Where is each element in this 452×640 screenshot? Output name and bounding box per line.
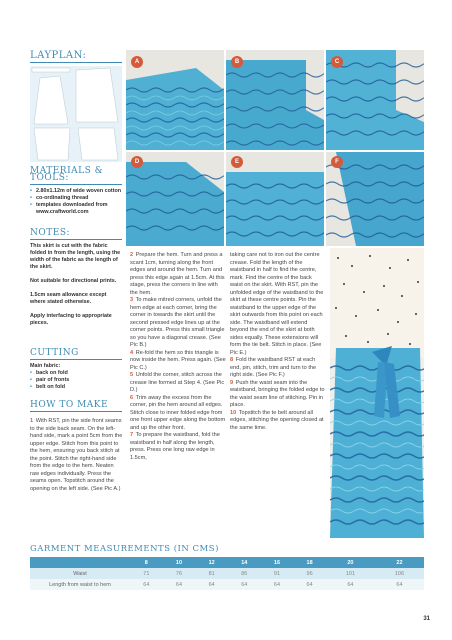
garment-measurements-title: GARMENT MEASUREMENTS (IN CMS) xyxy=(30,544,219,554)
photo-f xyxy=(326,152,424,246)
layplan-title: LAYPLAN: xyxy=(30,50,87,61)
list-item: • belt on fold xyxy=(30,384,122,391)
table-cell: 64 xyxy=(261,579,294,590)
step-number: 2 xyxy=(130,252,134,258)
photo-e xyxy=(226,152,324,246)
table-cell: 64 xyxy=(195,579,228,590)
photo-badge: A xyxy=(131,56,143,68)
table-cell: 76 xyxy=(163,568,196,579)
table-cell: 64 xyxy=(228,579,261,590)
notes-paragraph: Not suitable for directional prints. xyxy=(30,278,117,284)
how-to-section xyxy=(30,402,122,415)
model-photo xyxy=(330,248,424,538)
step-number: 1 xyxy=(30,418,34,424)
table-cell: 64 xyxy=(130,579,163,590)
table-cell: 86 xyxy=(228,568,261,579)
table-cell: 71 xyxy=(130,568,163,579)
notes-paragraph: This skirt is cut with the fabric folded in from the length, using the width of the fabric as the length of the skirt. xyxy=(30,243,121,270)
materials-list xyxy=(30,188,122,216)
cutting-title: CUTTING xyxy=(30,348,79,358)
step-number: 10 xyxy=(230,409,237,416)
photo-badge: D xyxy=(131,156,143,168)
table-header-row xyxy=(30,557,424,568)
table-cell: 64 xyxy=(326,579,375,590)
cutting-list xyxy=(30,370,122,391)
cutting-section xyxy=(30,350,122,391)
table-header-cell: 10 xyxy=(163,557,196,568)
step-number: 3 xyxy=(130,297,134,303)
measurements-table xyxy=(30,557,424,590)
step-text: Fold the waistband RST at each end, pin, stitch, trim and turn to the right side. (See Pic F.) xyxy=(230,357,317,378)
notes-paragraph: 1.5cm seam allowance except where stated otherwise. xyxy=(30,292,107,305)
materials-title: MATERIALS & TOOLS: xyxy=(30,166,104,183)
instructions-column-2 xyxy=(130,252,226,462)
instruction-step xyxy=(230,252,326,357)
notes-section xyxy=(30,230,122,327)
step-text: Push the waist seam into the waistband, bringing the folded edge to the waist seam line of stitching. Pin in place. xyxy=(230,379,325,408)
step-text: With RST, pin the side front seams to the side back seam. On the left-hand side, mark a point 5cm from the upper edge. Stitch from this point to the hem, ensuring you back stitch at the point. Stitch the right-hand side from the edge to the hem. Neaten raw edges individually. Press the seams open. Topstitch around the opening on the left side. (See Pic A.) xyxy=(30,418,123,492)
table-header-cell: 22 xyxy=(375,557,424,568)
table-header-cell: 14 xyxy=(228,557,261,568)
step-number: 7 xyxy=(130,432,134,438)
table-header-cell: 18 xyxy=(293,557,326,568)
table-header-cell xyxy=(30,557,130,568)
step-text: To make mitred corners, unfold the hem edge at each corner, bring the corner in towards the skirt until the second pressed edge lines up at the corner points. Press this small triangle so you have a diagonal crease. (See Pic B.) xyxy=(130,297,225,348)
step-number: 5 xyxy=(130,372,134,378)
table-header-cell: 16 xyxy=(261,557,294,568)
step-number: 9 xyxy=(230,379,234,386)
divider xyxy=(30,184,122,185)
how-to-title: HOW TO MAKE xyxy=(30,400,109,410)
materials-section xyxy=(30,168,122,216)
divider xyxy=(30,239,122,240)
table-header-cell: 8 xyxy=(130,557,163,568)
step-text: Re-fold the hem so this triangle is now inside the hem. Press again. (See Pic C.) xyxy=(130,349,226,371)
table-cell: 81 xyxy=(195,568,228,579)
table-row-label: Waist xyxy=(30,568,130,579)
table-row xyxy=(30,568,424,579)
step-number: 4 xyxy=(130,349,134,356)
table-row xyxy=(30,579,424,590)
instruction-step xyxy=(130,252,226,297)
table-cell: 91 xyxy=(261,568,294,579)
notes-paragraph: Apply interfacing to appropriate pieces. xyxy=(30,313,112,326)
table-cell: 64 xyxy=(375,579,424,590)
notes-title: NOTES: xyxy=(30,228,71,238)
layplan-pattern-pieces xyxy=(30,66,122,162)
photo-badge: C xyxy=(331,56,343,68)
step-text: Topstitch the te belt around all edges, stitching the opening closed at the same time. xyxy=(230,409,324,431)
instruction-step xyxy=(130,432,226,462)
step-text: Prepare the hem. Turn and press a scant 1cm, turning along the front edges and around the hem. Turn and press this edge again at 1.5cm. At this stage, press the corners in line with the hem. xyxy=(130,252,225,296)
instruction-step xyxy=(130,297,226,350)
photo-badge: B xyxy=(231,56,243,68)
photo-d xyxy=(126,152,224,246)
step-text: taking care not to iron out the centre crease. Fold the length of the waistband in half to find the centre, mark. Find the centre of the back waist on the skirt. With RST, pin the unfolded edge of the waistband to the skirt at these centre points. Pin the waistband to the upper edge of the skirt outwards from this point on each side. The waistband will extend beyond the end of the skirt at both sides equally. These extensions will form the tie belt. Stitch in place. (See Pic E.) xyxy=(230,252,324,356)
list-item: • co-ordinating thread xyxy=(30,195,122,202)
table-cell: 96 xyxy=(293,568,326,579)
divider xyxy=(30,411,122,412)
cutting-subtitle: Main fabric: xyxy=(30,363,61,369)
photo-c xyxy=(326,50,424,150)
model-image xyxy=(330,248,424,538)
table-cell: 106 xyxy=(375,568,424,579)
photo-a xyxy=(126,50,224,150)
instruction-step xyxy=(230,357,326,380)
instruction-step xyxy=(230,410,326,433)
photo-badge: E xyxy=(231,156,243,168)
list-item: • pair of fronts xyxy=(30,377,122,384)
table-cell: 101 xyxy=(326,568,375,579)
list-item: • back on fold xyxy=(30,370,122,377)
table-cell: 64 xyxy=(293,579,326,590)
instruction-step xyxy=(230,380,326,410)
instruction-step xyxy=(130,372,226,395)
table-header-cell: 20 xyxy=(326,557,375,568)
photo-b xyxy=(226,50,324,150)
instructions-column-1 xyxy=(30,418,124,493)
step-number: 6 xyxy=(130,394,134,401)
step-text: To prepare the waistband, fold the waistband in half along the length, press. Press one long raw edge in 1.5cm, xyxy=(130,432,220,461)
page-number: 31 xyxy=(423,616,430,622)
layplan-diagram xyxy=(30,66,122,162)
instruction-step xyxy=(130,395,226,433)
table-row-label: Length from waist to hem xyxy=(30,579,130,590)
step-number: 8 xyxy=(230,357,234,363)
instruction-step xyxy=(30,418,124,493)
table-cell: 64 xyxy=(163,579,196,590)
list-item: • templates downloaded from www.craftworld.com xyxy=(30,202,122,216)
step-text: Unfold the corner, stitch across the crease line formed at Step 4. (See Pic D.) xyxy=(130,372,225,393)
divider xyxy=(30,359,122,360)
step-text: Trim away the excess from the corner, pin the hem around all edges. Stitch close to inner folded edge from one front upper edge along the bottom and up the other front. xyxy=(130,394,226,431)
instructions-column-3 xyxy=(230,252,326,432)
divider xyxy=(30,62,122,63)
list-item: • 2.80x1.12m of wide woven cotton xyxy=(30,188,122,195)
table-header-cell: 12 xyxy=(195,557,228,568)
photo-badge: F xyxy=(331,156,343,168)
instruction-step xyxy=(130,350,226,373)
